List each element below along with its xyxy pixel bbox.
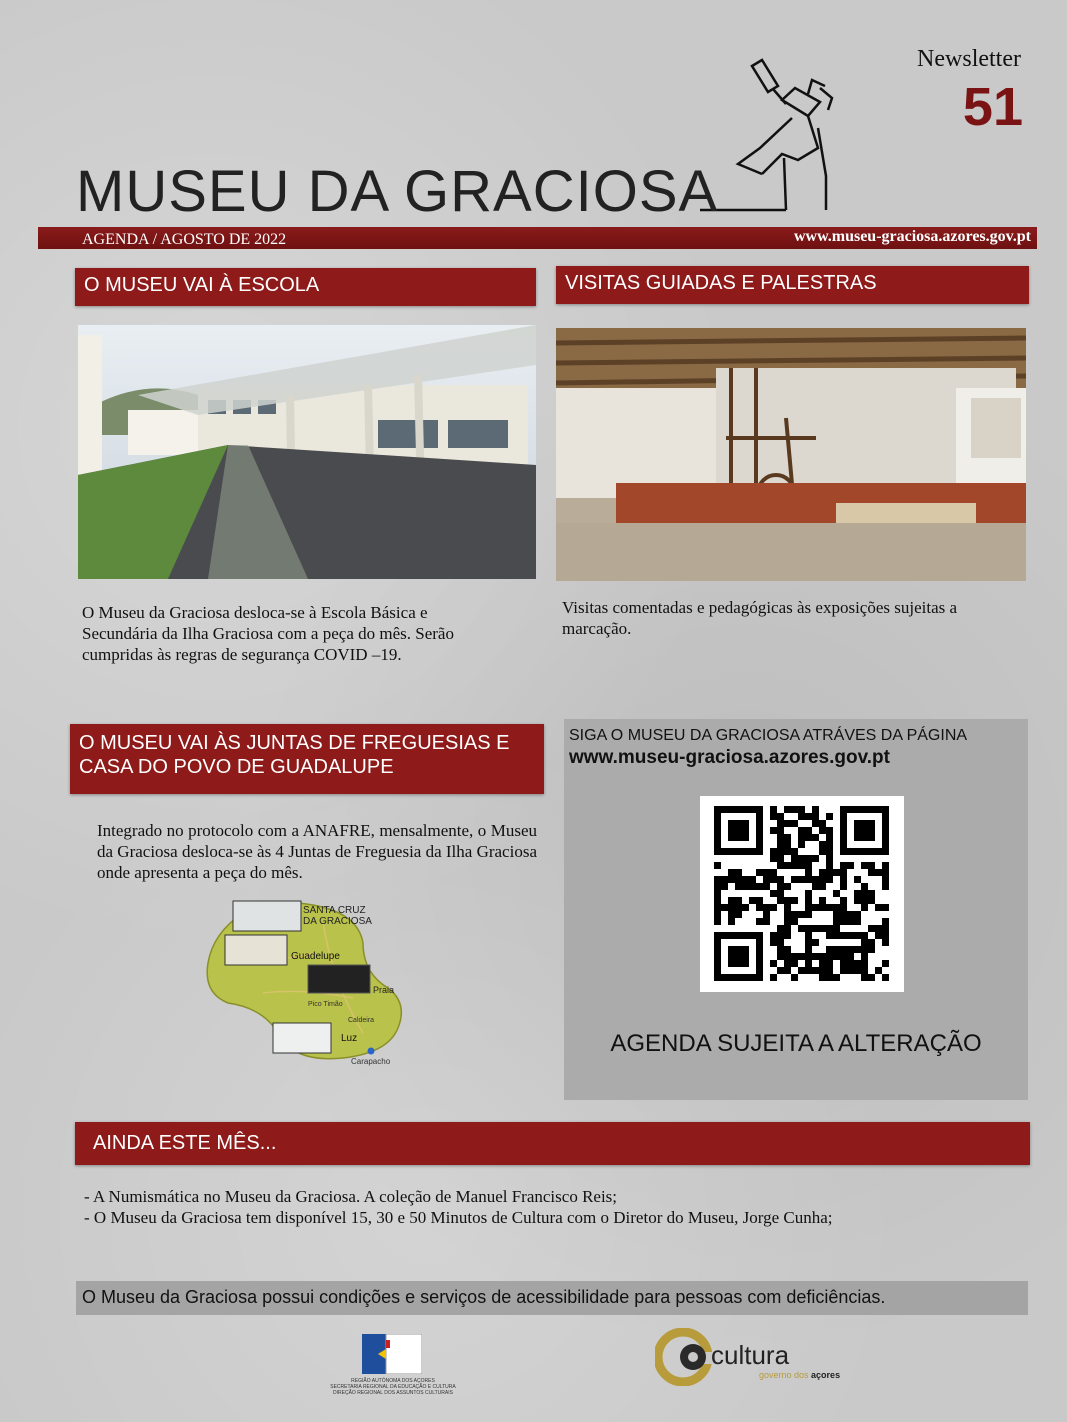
map-label-carapacho: Carapacho bbox=[351, 1057, 391, 1066]
map-label-da-graciosa: DA GRACIOSA bbox=[303, 916, 372, 927]
masthead-title: MUSEU DA GRACIOSA bbox=[76, 159, 719, 224]
qr-code[interactable] bbox=[700, 796, 904, 992]
follow-line: SIGA O MUSEU DA GRACIOSA ATRÁVES DA PÁGINA bbox=[569, 727, 968, 744]
school-photo bbox=[78, 325, 536, 579]
windmill-logo-icon bbox=[700, 58, 860, 218]
juntas-text: Integrado no protocolo com a ANAFRE, mensalmente, o Museu da Graciosa desloca-se às 4 Juntas de Freguesia da Ilha Graciosa onde apresenta a peça do mês. bbox=[97, 821, 537, 882]
map-label-caldeira: Caldeira bbox=[348, 1017, 375, 1024]
follow-website[interactable]: www.museu-graciosa.azores.gov.pt bbox=[569, 747, 890, 768]
section-title-juntas: O MUSEU VAI ÀS JUNTAS DE FREGUESIAS E CASA DO POVO DE GUADALUPE bbox=[70, 724, 544, 794]
map-label-pico-timao: Pico Timão bbox=[308, 1001, 343, 1008]
website-link[interactable]: www.museu-graciosa.azores.gov.pt bbox=[793, 228, 1031, 245]
map-label-luz: Luz bbox=[341, 1033, 358, 1044]
section-title-visitas: VISITAS GUIADAS E PALESTRAS bbox=[556, 266, 1029, 304]
exhibition-photo bbox=[556, 328, 1026, 581]
section-title-ainda: AINDA ESTE MÊS... bbox=[75, 1122, 1030, 1165]
cultura-subtitle bbox=[759, 1370, 840, 1380]
cultura-subtitle-pre: governo dos bbox=[759, 1370, 812, 1380]
section-title-escola: O MUSEU VAI À ESCOLA bbox=[75, 268, 536, 306]
gov-line: REGIÃO AUTÓNOMA DOS AÇORES bbox=[351, 1378, 435, 1384]
island-map bbox=[203, 893, 413, 1068]
escola-text: O Museu da Graciosa desloca-se à Escola Básica e Secundária da Ilha Graciosa com a peça do mês. Serão cumpridas às regras de segurança COVID –19. bbox=[82, 603, 454, 664]
list-item: - O Museu da Graciosa tem disponível 15, 30 e 50 Minutos de Cultura com o Diretor do Museu, Jorge Cunha; bbox=[84, 1208, 833, 1227]
map-label-guadelupe: Guadelupe bbox=[291, 951, 340, 962]
agenda-date: AGENDA / AGOSTO DE 2022 bbox=[82, 231, 287, 248]
accessibility-notice: O Museu da Graciosa possui condições e serviços de acessibilidade para pessoas com deficiências. bbox=[76, 1281, 1028, 1315]
newsletter-label: Newsletter bbox=[917, 46, 1021, 72]
list-item: - A Numismática no Museu da Graciosa. A coleção de Manuel Francisco Reis; bbox=[84, 1187, 618, 1206]
cultura-subtitle-bold: açores bbox=[811, 1370, 841, 1380]
visitas-text: Visitas comentadas e pedagógicas às exposições sujeitas a marcação. bbox=[562, 598, 958, 638]
gov-line: SECRETARIA REGIONAL DA EDUCAÇÃO E CULTURA bbox=[330, 1384, 456, 1390]
newsletter-number: 51 bbox=[962, 77, 1023, 137]
government-credit bbox=[300, 1378, 486, 1396]
map-label-praia: Praia bbox=[373, 985, 395, 995]
cultura-logo-icon bbox=[655, 1328, 715, 1386]
schedule-notice: AGENDA SUJEITA A ALTERAÇÃO bbox=[610, 1030, 982, 1057]
cultura-logo bbox=[655, 1328, 845, 1388]
events-list bbox=[84, 1186, 833, 1228]
azores-flag-icon bbox=[362, 1334, 422, 1374]
gov-line: DIREÇÃO REGIONAL DOS ASSUNTOS CULTURAIS bbox=[333, 1390, 453, 1396]
cultura-wordmark: cultura bbox=[711, 1340, 790, 1370]
map-label-santa-cruz: SANTA CRUZ bbox=[303, 905, 366, 916]
qr-code-icon bbox=[700, 796, 904, 992]
